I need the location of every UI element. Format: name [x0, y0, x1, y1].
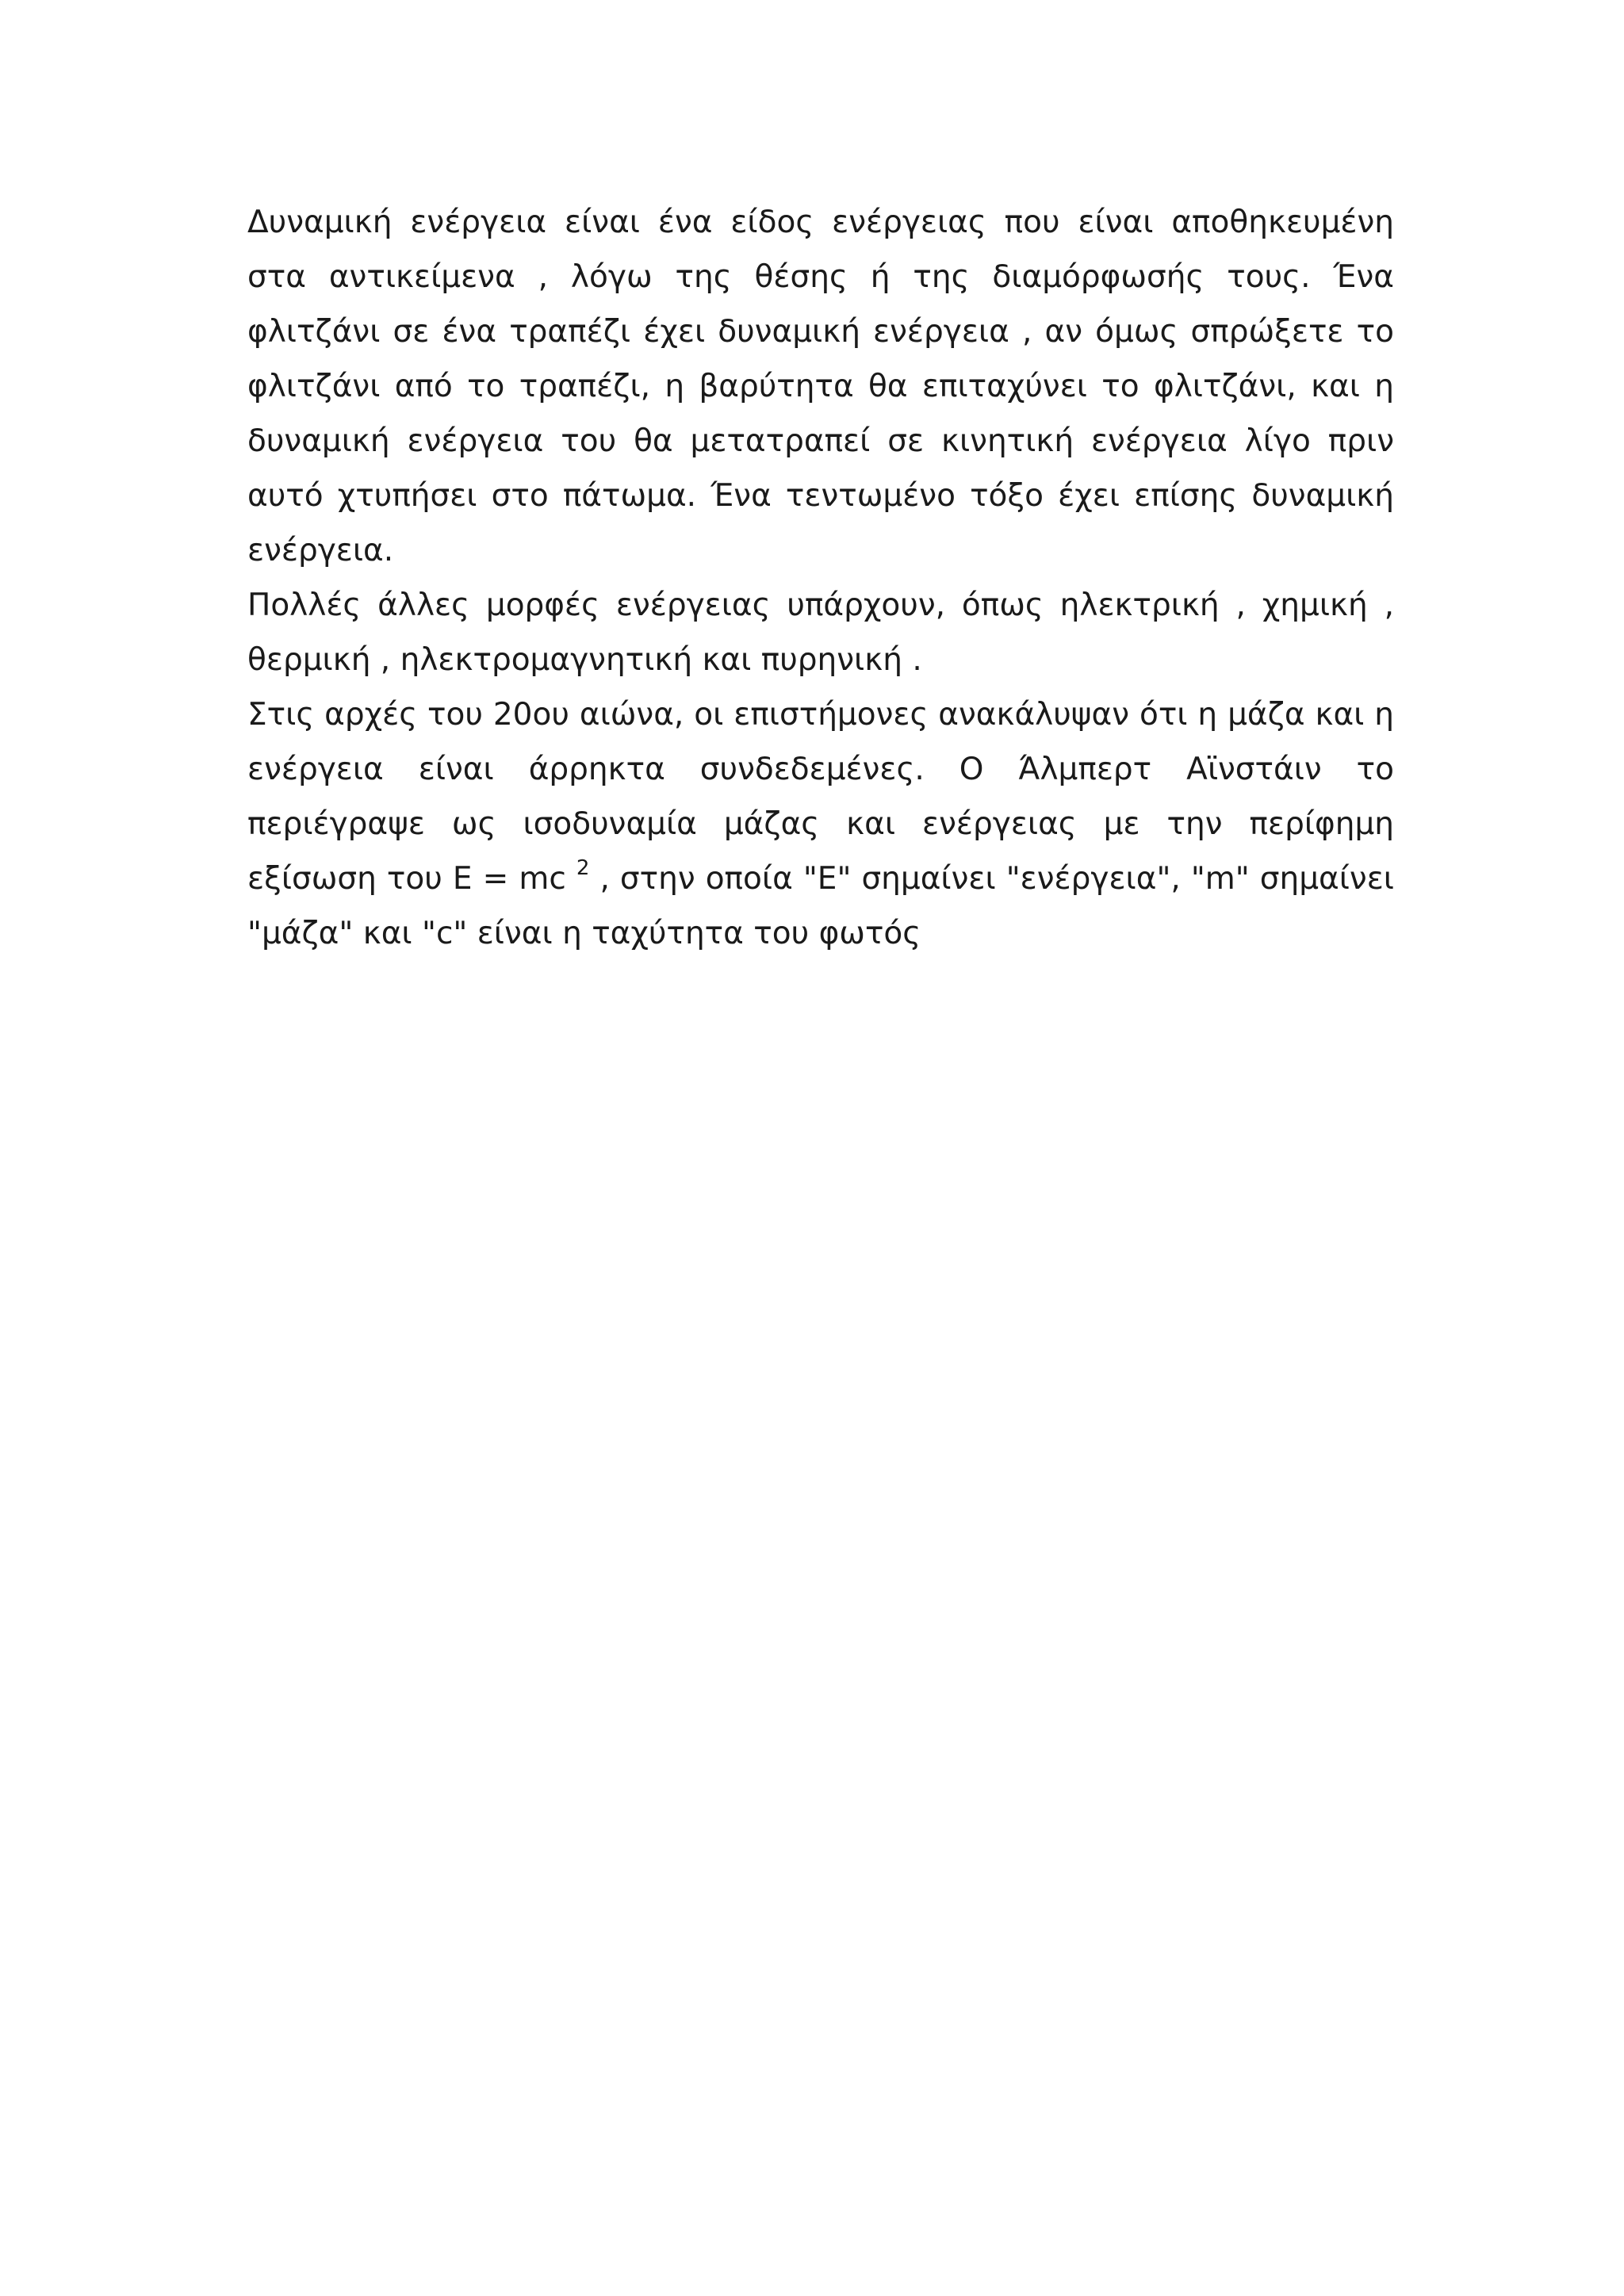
paragraph-mass-energy [247, 687, 1394, 961]
equation-exponent: 2 [576, 856, 590, 880]
paragraph-potential-energy: Δυναμική ενέργεια είναι ένα είδος ενέργειας που είναι αποθηκευμένη στα αντικείμενα , λόγω της θέσης ή της διαμόρφωσής τους. Ένα φλιτζάνι σε ένα τραπέζι έχει δυναμική ενέργεια , αν όμως σπρώξετε το φλιτζάνι από το τραπέζι, η βαρύτητα θα επιταχύνει το φλιτζάνι, και η δυναμική ενέργεια του θα μετατραπεί σε κινητική ενέργεια λίγο πριν αυτό χτυπήσει στο πάτωμα. Ένα τεντωμένο τόξο έχει επίσης δυναμική ενέργεια. [247, 205, 1394, 568]
paragraph-mass-energy-text-end: , στην οποία "E" σημαίνει "ενέργεια", "m" σημαίνει "μάζα" και "c" είναι η ταχύτητα του φωτός [247, 861, 1394, 951]
paragraph-mass-energy-text-start: Στις αρχές του 20ου αιώνα, οι επιστήμονες ανακάλυψαν ότι η μάζα και η ενέργεια είναι άρρηκτα συνδεδεμένες. Ο Άλμπερτ Αϊνστάιν το περιέγραψε ως ισοδυναμία μάζας και ενέργειας με την περίφημη εξίσωση του E = mc [247, 697, 1394, 897]
body-text [247, 195, 1394, 961]
paragraph-energy-forms: Πολλές άλλες μορφές ενέργειας υπάρχουν, όπως ηλεκτρική , χημική , θερμική , ηλεκτρομαγνητική και πυρηνική . [247, 587, 1394, 678]
